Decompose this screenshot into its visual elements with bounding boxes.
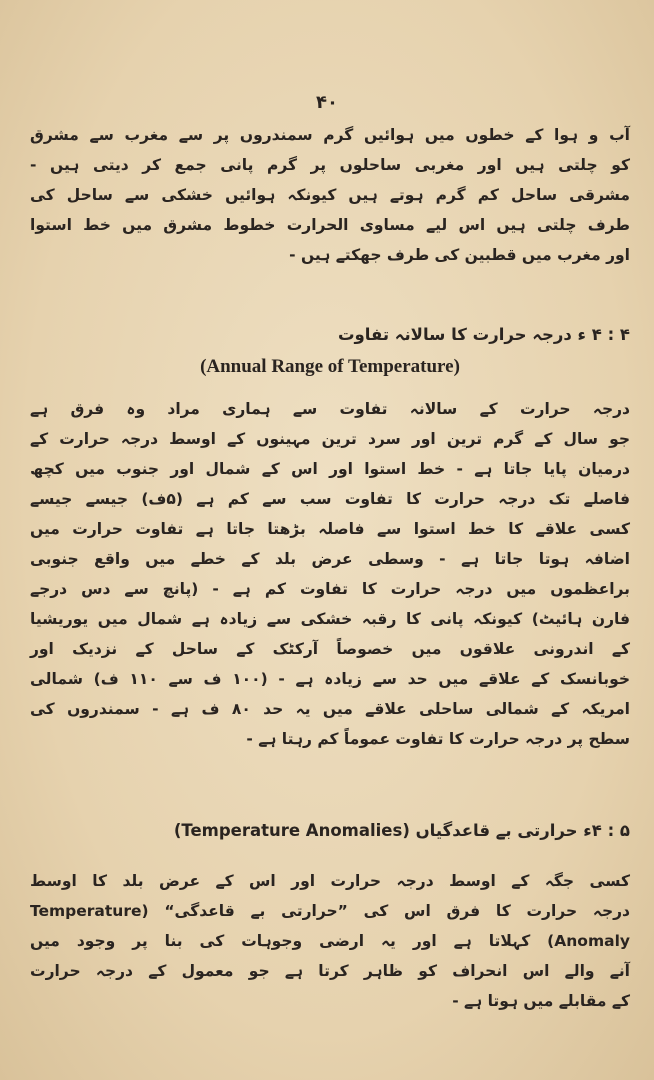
paragraph-line: براعظموں میں درجہ حرارت کا تفاوت کم ہے - (پانچ سے دس درجے (30, 580, 630, 598)
section-annual-range (30, 318, 630, 382)
section-heading-urdu: ۴ : ۴ ء درجہ حرارت کا سالانہ تفاوت (337, 325, 630, 344)
paragraph-1-line: مشرقی ساحل کم گرم ہوتے ہیں کیونکہ ہوائیں خشکی سے ساحل کی (30, 186, 630, 204)
paragraph-1-line: کو چلتی ہیں اور مغربی ساحلوں پر گرم پانی جمع کر دیتی ہیں - (30, 156, 630, 174)
section-anomalies (30, 814, 630, 848)
paragraph-line: امریکہ کے شمالی ساحلی علاقے میں یہ حد ۸۰ ف ہے - سمندروں کی (30, 700, 630, 718)
paragraph-line: درمیان پایا جاتا ہے - خط استوا اور اس کے شمال اور جنوب میں کچھ (30, 460, 630, 478)
paragraph-1 (30, 120, 630, 270)
paragraph-annual-range (30, 394, 630, 754)
page-number: ۴۰ (316, 92, 338, 113)
paragraph-line: درجہ حرارت کا فرق اس کی ”حرارتی بے قاعدگی“ (Temperature (30, 902, 630, 920)
paragraph-1-line: اور مغرب میں قطبین کی طرف جھکتے ہیں - (289, 246, 630, 264)
paragraph-line: خوبانسک کے علاقے میں حد سے زیادہ ہے - (۱۰۰ ف سے ۱۱۰ ف) شمالی (30, 670, 630, 688)
paragraph-line: کے اندرونی علاقوں میں خصوصاً آرکٹک کے ساحل کے نزدیک اور (30, 640, 630, 658)
paragraph-line: فارن ہائیٹ) کیونکہ پانی کا رقبہ خشکی سے زیادہ ہے شمال میں یوریشیا (30, 610, 630, 628)
paragraph-line: کسی جگہ کے اوسط درجہ حرارت اور اس کے عرض بلد کا اوسط (30, 872, 630, 890)
paragraph-line: Anomaly) کہلاتا ہے اور یہ ارضی وجوہات کی بنا پر وجود میں (30, 932, 630, 950)
paragraph-line: آنے والے اس انحراف کو ظاہر کرتا ہے جو معمول کے درجہ حرارت (30, 962, 630, 980)
paragraph-line: جو سال کے گرم ترین اور سرد ترین مہینوں کے اوسط درجہ حرارت کے (30, 430, 630, 448)
paragraph-anomalies (30, 866, 630, 1016)
section-heading-english: (Annual Range of Temperature) (200, 356, 460, 377)
section-heading: ۵ : ۴ء حرارتی بے قاعدگیاں (Temperature Anomalies) (173, 821, 630, 840)
paragraph-line: درجہ حرارت کے سالانہ تفاوت سے ہماری مراد وہ فرق ہے (30, 400, 630, 418)
paragraph-line: کسی علاقے کا خط استوا سے فاصلہ بڑھتا جاتا ہے تفاوت حرارت میں (30, 520, 630, 538)
paragraph-1-line: طرف چلتی ہیں اس لیے مساوی الحرارت خطوط مشرق میں خط استوا (30, 216, 630, 234)
paragraph-line: سطح پر درجہ حرارت کا تفاوت عموماً کم رہتا ہے - (246, 730, 630, 748)
paragraph-1-line: آب و ہوا کے خطوں میں ہوائیں گرم سمندروں پر سے مغرب سے مشرق (30, 126, 630, 144)
paragraph-line: کے مقابلے میں ہوتا ہے - (452, 992, 630, 1010)
paragraph-line: اضافہ ہوتا جاتا ہے - وسطی عرض بلد کے خطے میں واقع جنوبی (30, 550, 630, 568)
paragraph-line: فاصلے تک درجہ حرارت کا تفاوت سب سے کم ہے (۵ف) جیسے جیسے (30, 490, 631, 508)
